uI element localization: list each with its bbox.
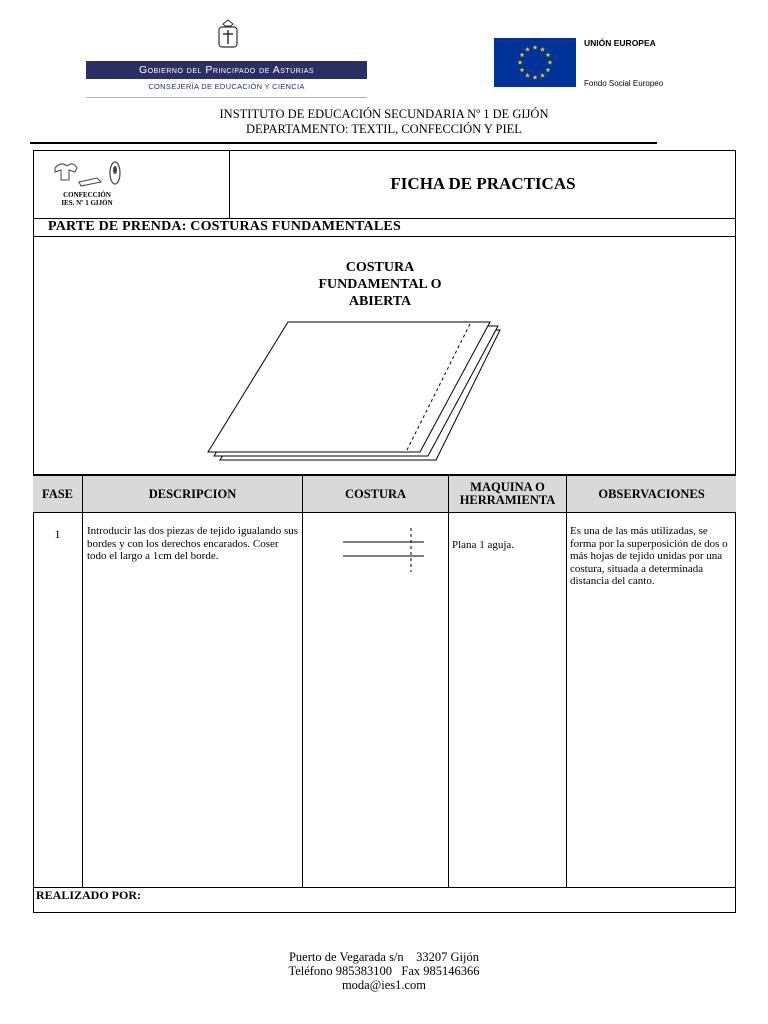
asturias-crest-icon (216, 18, 240, 52)
observations: Es una de las más utilizadas, se forma por la superposición de dos o más hojas de tejido unidas por una costura, situada a determinada distancia del canto. (570, 525, 728, 587)
eu-star-icon (533, 45, 538, 50)
department-name: DEPARTAMENTO: TEXTIL, CONFECCIÓN Y PIEL (246, 122, 522, 136)
eu-star-icon (520, 52, 525, 57)
footer-phone: Teléfono 985383100 Fax 985146366 (288, 964, 480, 978)
school-logo-text (52, 191, 122, 207)
open-seam-illustration (200, 318, 510, 466)
eu-star-icon (518, 60, 523, 65)
sheet-title: FICHA DE PRACTICAS (390, 174, 576, 193)
machine-tool: Plana 1 aguja. (452, 539, 515, 551)
header-divider (30, 142, 657, 144)
column-divider (566, 476, 567, 888)
column-divider (302, 476, 303, 888)
seam-title-line-3: ABIERTA (348, 294, 412, 309)
header-fase: FASE (41, 486, 74, 501)
eu-star-icon (548, 60, 553, 65)
eu-star-icon (533, 75, 538, 80)
seam-title-line-1: COSTURA (345, 260, 415, 275)
eu-star-icon (525, 47, 530, 52)
column-divider (448, 476, 449, 888)
seam-title-line-2: FUNDAMENTAL O (318, 277, 442, 292)
government-banner: Gobierno del Principado de Asturias (86, 61, 367, 79)
seam-symbol-icon (340, 526, 430, 572)
divider (33, 512, 736, 513)
eu-union-label: UNIÓN EUROPEA (584, 38, 656, 48)
institute-name: INSTITUTO DE EDUCACIÓN SECUNDARIA Nº 1 DE GIJÓN (219, 107, 549, 121)
header-observaciones: OBSERVACIONES (598, 486, 705, 501)
phase-number: 1 (54, 527, 61, 541)
divider (33, 236, 736, 237)
eu-flag-icon (494, 38, 576, 87)
eu-fund-label: Fondo Social Europeo (584, 79, 664, 88)
footer-address: Puerto de Vegarada s/n 33207 Gijón (288, 950, 479, 964)
sewing-tools-icon (47, 158, 127, 188)
eu-star-icon (520, 67, 525, 72)
made-by-label: REALIZADO POR: (36, 888, 142, 902)
eu-star-icon (540, 47, 545, 52)
garment-part-title: PARTE DE PRENDA: COSTURAS FUNDAMENTALES (48, 219, 401, 234)
logo-line-2: IES. Nº 1 GIJÓN (61, 199, 113, 207)
eu-star-icon (525, 73, 530, 78)
header-costura: COSTURA (344, 486, 407, 501)
eu-star-icon (546, 67, 551, 72)
eu-star-icon (540, 73, 545, 78)
seam-title (300, 259, 460, 310)
ministry-label: CONSEJERÍA DE EDUCACIÓN Y CIENCIA (148, 82, 305, 91)
eu-star-icon (546, 52, 551, 57)
column-divider (82, 476, 83, 888)
divider (86, 97, 367, 98)
phase-description: Introducir las dos piezas de tejido igualando sus bordes y con los derechos encarados. Coser todo el largo a 1cm del borde. (87, 525, 299, 562)
header-maquina: MAQUINA O HERRAMIENTA (459, 480, 556, 507)
logo-line-1: CONFECCIÓN (63, 191, 111, 199)
footer-email: moda@ies1.com (341, 978, 427, 992)
header-descripcion: DESCRIPCION (148, 486, 237, 501)
